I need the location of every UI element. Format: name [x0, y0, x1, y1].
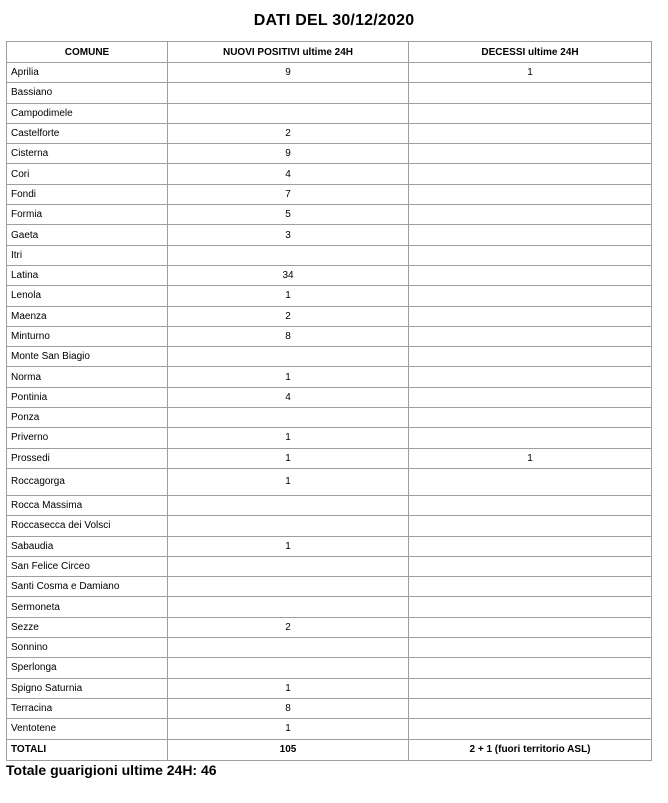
cell-decessi: [409, 658, 652, 678]
cell-decessi: [409, 597, 652, 617]
cell-comune: Castelforte: [7, 123, 168, 143]
cell-comune: Monte San Biagio: [7, 347, 168, 367]
cell-decessi: [409, 83, 652, 103]
cell-comune: Terracina: [7, 698, 168, 718]
cell-comune: Fondi: [7, 184, 168, 204]
cell-comune: Roccasecca dei Volsci: [7, 516, 168, 536]
cell-nuovi-positivi: 5: [168, 205, 409, 225]
cell-nuovi-positivi: [168, 245, 409, 265]
table-row: [7, 428, 652, 448]
table-row: [7, 347, 652, 367]
table-row: [7, 286, 652, 306]
cell-decessi: [409, 468, 652, 495]
cell-comune: Santi Cosma e Damiano: [7, 577, 168, 597]
header-nuovi-positivi: NUOVI POSITIVI ultime 24H: [168, 42, 409, 63]
cell-comune: Cori: [7, 164, 168, 184]
table-body: [7, 63, 652, 740]
table-row: [7, 638, 652, 658]
table-row: [7, 698, 652, 718]
table-row: [7, 719, 652, 739]
cell-comune: Ponza: [7, 408, 168, 428]
cell-decessi: 1: [409, 63, 652, 83]
cell-comune: Latina: [7, 265, 168, 285]
cell-comune: Aprilia: [7, 63, 168, 83]
cell-nuovi-positivi: 1: [168, 678, 409, 698]
cell-comune: Itri: [7, 245, 168, 265]
cell-nuovi-positivi: [168, 597, 409, 617]
cell-decessi: [409, 265, 652, 285]
table-row: [7, 245, 652, 265]
cell-decessi: 1: [409, 448, 652, 468]
table-row: [7, 536, 652, 556]
cell-comune: Ventotene: [7, 719, 168, 739]
cell-nuovi-positivi: 2: [168, 617, 409, 637]
cell-comune: Campodimele: [7, 103, 168, 123]
cell-decessi: [409, 719, 652, 739]
cell-decessi: [409, 516, 652, 536]
cell-nuovi-positivi: [168, 556, 409, 576]
cell-decessi: [409, 347, 652, 367]
cell-decessi: [409, 556, 652, 576]
cell-nuovi-positivi: 1: [168, 468, 409, 495]
table-row: [7, 184, 652, 204]
cell-comune: Norma: [7, 367, 168, 387]
cell-nuovi-positivi: [168, 83, 409, 103]
cell-nuovi-positivi: 9: [168, 63, 409, 83]
cell-comune: Cisterna: [7, 144, 168, 164]
cell-nuovi-positivi: 1: [168, 286, 409, 306]
cell-decessi: [409, 577, 652, 597]
table-row: [7, 678, 652, 698]
table-row: [7, 556, 652, 576]
cell-decessi: [409, 408, 652, 428]
cell-decessi: [409, 103, 652, 123]
cell-comune: Gaeta: [7, 225, 168, 245]
cell-decessi: [409, 536, 652, 556]
cell-comune: Spigno Saturnia: [7, 678, 168, 698]
cell-nuovi-positivi: [168, 103, 409, 123]
table-row: [7, 408, 652, 428]
cell-decessi: [409, 286, 652, 306]
cell-comune: Bassiano: [7, 83, 168, 103]
cell-decessi: [409, 306, 652, 326]
cell-comune: Sezze: [7, 617, 168, 637]
table-row: [7, 516, 652, 536]
total-recoveries: Totale guarigioni ultime 24H: 46: [6, 762, 217, 778]
table-row: [7, 597, 652, 617]
cell-decessi: [409, 495, 652, 515]
table-row: [7, 83, 652, 103]
table-row: [7, 326, 652, 346]
cell-nuovi-positivi: [168, 495, 409, 515]
cell-nuovi-positivi: [168, 408, 409, 428]
cell-nuovi-positivi: [168, 347, 409, 367]
cell-comune: San Felice Circeo: [7, 556, 168, 576]
table-row: [7, 468, 652, 495]
cell-nuovi-positivi: 4: [168, 387, 409, 407]
table-row: [7, 205, 652, 225]
cell-nuovi-positivi: 8: [168, 698, 409, 718]
table-row: [7, 387, 652, 407]
cell-comune: Priverno: [7, 428, 168, 448]
cell-nuovi-positivi: 1: [168, 448, 409, 468]
table-row: [7, 164, 652, 184]
table-row: [7, 448, 652, 468]
cell-nuovi-positivi: 2: [168, 123, 409, 143]
table-row: [7, 63, 652, 83]
table-row: [7, 617, 652, 637]
cell-decessi: [409, 638, 652, 658]
cell-comune: Sabaudia: [7, 536, 168, 556]
cell-decessi: [409, 184, 652, 204]
cell-nuovi-positivi: [168, 658, 409, 678]
cell-comune: Sperlonga: [7, 658, 168, 678]
cell-nuovi-positivi: 34: [168, 265, 409, 285]
cell-decessi: [409, 245, 652, 265]
covid-data-table: [6, 41, 652, 761]
table-row: [7, 225, 652, 245]
cell-nuovi-positivi: 9: [168, 144, 409, 164]
cell-nuovi-positivi: 1: [168, 367, 409, 387]
cell-decessi: [409, 225, 652, 245]
table-row: [7, 103, 652, 123]
cell-decessi: [409, 123, 652, 143]
cell-nuovi-positivi: 4: [168, 164, 409, 184]
cell-nuovi-positivi: 1: [168, 719, 409, 739]
totals-row: [7, 739, 652, 760]
totals-label: TOTALI: [7, 739, 168, 760]
cell-decessi: [409, 698, 652, 718]
totals-positivi: 105: [168, 739, 409, 760]
cell-comune: Sonnino: [7, 638, 168, 658]
cell-decessi: [409, 367, 652, 387]
table-row: [7, 306, 652, 326]
cell-nuovi-positivi: [168, 638, 409, 658]
cell-comune: Pontinia: [7, 387, 168, 407]
table-row: [7, 495, 652, 515]
cell-decessi: [409, 164, 652, 184]
cell-comune: Rocca Massima: [7, 495, 168, 515]
table-row: [7, 123, 652, 143]
cell-nuovi-positivi: 7: [168, 184, 409, 204]
header-comune: COMUNE: [7, 42, 168, 63]
cell-nuovi-positivi: 1: [168, 536, 409, 556]
table-row: [7, 658, 652, 678]
cell-decessi: [409, 326, 652, 346]
document-title: DATI DEL 30/12/2020: [253, 12, 415, 29]
cell-comune: Minturno: [7, 326, 168, 346]
totals-decessi: 2 + 1 (fuori territorio ASL): [409, 739, 652, 760]
cell-nuovi-positivi: 8: [168, 326, 409, 346]
cell-comune: Roccagorga: [7, 468, 168, 495]
header-decessi: DECESSI ultime 24H: [409, 42, 652, 63]
table-row: [7, 144, 652, 164]
cell-comune: Sermoneta: [7, 597, 168, 617]
cell-nuovi-positivi: 3: [168, 225, 409, 245]
cell-decessi: [409, 144, 652, 164]
cell-comune: Maenza: [7, 306, 168, 326]
cell-decessi: [409, 617, 652, 637]
table-row: [7, 577, 652, 597]
cell-decessi: [409, 387, 652, 407]
cell-decessi: [409, 205, 652, 225]
cell-nuovi-positivi: 2: [168, 306, 409, 326]
cell-comune: Prossedi: [7, 448, 168, 468]
table-row: [7, 367, 652, 387]
cell-nuovi-positivi: [168, 577, 409, 597]
header-row: [7, 42, 652, 63]
cell-nuovi-positivi: 1: [168, 428, 409, 448]
cell-comune: Lenola: [7, 286, 168, 306]
cell-nuovi-positivi: [168, 516, 409, 536]
cell-decessi: [409, 428, 652, 448]
cell-comune: Formia: [7, 205, 168, 225]
table-row: [7, 265, 652, 285]
cell-decessi: [409, 678, 652, 698]
